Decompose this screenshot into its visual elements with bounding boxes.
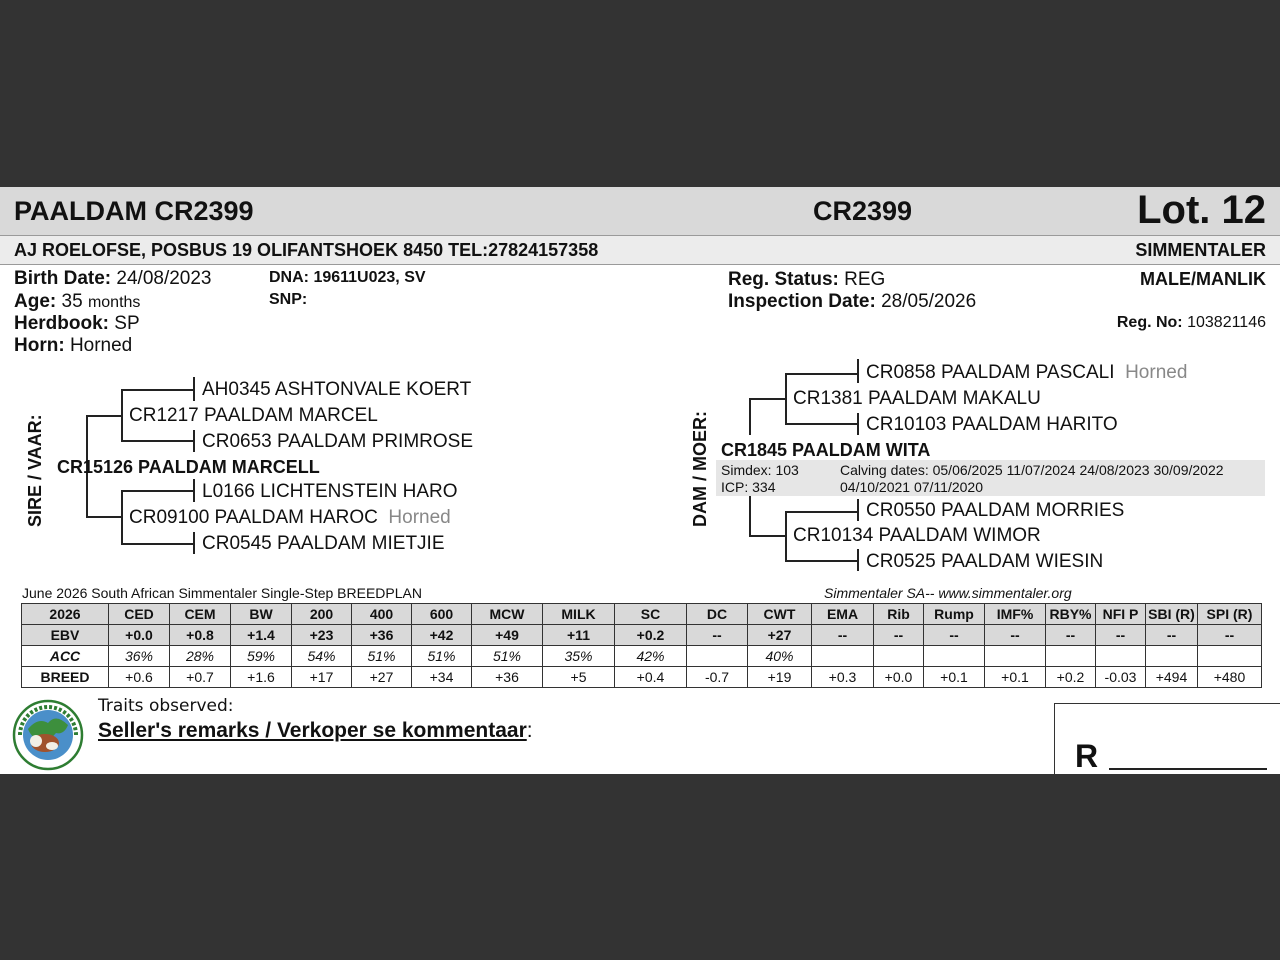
calving-dates-cont: 04/10/2021 07/11/2020 <box>840 479 983 495</box>
table-cell: -- <box>1046 625 1096 646</box>
table-cell: +36 <box>472 667 543 688</box>
table-cell: 51% <box>352 646 412 667</box>
sire-sire-dam: CR0653 PAALDAM PRIMROSE <box>202 431 474 452</box>
animal-id: CR2399 <box>813 196 913 226</box>
table-cell: +0.1 <box>924 667 985 688</box>
table-cell: -- <box>687 625 748 646</box>
dna: DNA: 19611U023, SV <box>269 269 426 286</box>
table-cell: +17 <box>292 667 352 688</box>
column-header: SC <box>615 604 687 625</box>
herdbook: Herdbook: SP <box>14 313 140 334</box>
inspection-date: Inspection Date: 28/05/2026 <box>728 291 977 312</box>
table-cell <box>985 646 1046 667</box>
table-cell <box>1146 646 1198 667</box>
sire-dam-dam: CR0545 PAALDAM MIETJIE <box>202 533 445 554</box>
column-header: BW <box>231 604 292 625</box>
society-logo <box>12 699 84 771</box>
dam-sire: CR1381 PAALDAM MAKALU <box>793 388 1041 409</box>
table-cell: 42% <box>615 646 687 667</box>
table-cell: -- <box>1198 625 1262 646</box>
calving-dates: Calving dates: 05/06/2025 11/07/2024 24/08/2023 30/09/2022 <box>840 462 1224 478</box>
table-cell: -- <box>924 625 985 646</box>
dam-name: CR1845 PAALDAM WITA <box>721 440 931 460</box>
table-cell: +0.3 <box>812 667 874 688</box>
column-header: CED <box>109 604 170 625</box>
table-row <box>22 646 1262 667</box>
snp: SNP: <box>269 291 308 308</box>
owner-address: AJ ROELOFSE, POSBUS 19 OLIFANTSHOEK 8450 TEL:27824157358 <box>14 240 599 260</box>
ebv-table <box>21 603 1262 688</box>
sire-sire: CR1217 PAALDAM MARCEL <box>129 405 378 426</box>
breedplan-caption: June 2026 South African Simmentaler Single-Step BREEDPLAN <box>22 585 422 601</box>
column-header: Rump <box>924 604 985 625</box>
column-header: CWT <box>748 604 812 625</box>
sex: MALE/MANLIK <box>1140 269 1266 289</box>
birth-date: Birth Date: 24/08/2023 <box>14 268 212 289</box>
price-box <box>1054 703 1280 775</box>
column-header: 600 <box>412 604 472 625</box>
sire-dam: CR09100 PAALDAM HAROC Horned <box>129 507 451 528</box>
table-cell: +42 <box>412 625 472 646</box>
table-row <box>22 667 1262 688</box>
row-label: BREED <box>22 667 109 688</box>
table-cell: +49 <box>472 625 543 646</box>
column-header: CEM <box>170 604 231 625</box>
owner-bar <box>0 236 1280 265</box>
column-header: SPI (R) <box>1198 604 1262 625</box>
table-cell: +11 <box>543 625 615 646</box>
table-cell: +0.2 <box>1046 667 1096 688</box>
table-cell: +1.6 <box>231 667 292 688</box>
table-cell: -- <box>1146 625 1198 646</box>
table-cell: +494 <box>1146 667 1198 688</box>
table-cell: 54% <box>292 646 352 667</box>
traits-observed: Traits observed: <box>98 696 234 716</box>
table-header-row <box>22 604 1262 625</box>
row-label: EBV <box>22 625 109 646</box>
sire-dam-sire: L0166 LICHTENSTEIN HARO <box>202 481 458 502</box>
table-cell: +19 <box>748 667 812 688</box>
dam-dam-sire: CR0550 PAALDAM MORRIES <box>866 500 1125 521</box>
dam-side-label: DAM / MOER: <box>690 411 710 527</box>
table-cell: +0.0 <box>109 625 170 646</box>
animal-name: PAALDAM CR2399 <box>14 196 254 226</box>
column-header: 400 <box>352 604 412 625</box>
breed-label: SIMMENTALER <box>1135 240 1266 260</box>
reg-number: Reg. No: 103821146 <box>1116 314 1266 331</box>
table-cell: 51% <box>472 646 543 667</box>
column-header: 200 <box>292 604 352 625</box>
table-cell: 59% <box>231 646 292 667</box>
table-cell: 28% <box>170 646 231 667</box>
column-header: 2026 <box>22 604 109 625</box>
dam-sire-dam: CR10103 PAALDAM HARITO <box>866 414 1118 435</box>
column-header: EMA <box>812 604 874 625</box>
table-cell: +0.4 <box>615 667 687 688</box>
table-cell: +0.0 <box>874 667 924 688</box>
sire-name: CR15126 PAALDAM MARCELL <box>57 457 320 477</box>
table-cell: +0.1 <box>985 667 1046 688</box>
table-cell: +0.2 <box>615 625 687 646</box>
table-cell: +480 <box>1198 667 1262 688</box>
table-cell: -0.7 <box>687 667 748 688</box>
table-cell: 36% <box>109 646 170 667</box>
table-cell <box>1198 646 1262 667</box>
column-header: MCW <box>472 604 543 625</box>
sire-sire-sire: AH0345 ASHTONVALE KOERT <box>202 379 472 400</box>
table-cell: 35% <box>543 646 615 667</box>
simdex: Simdex: 103 <box>721 462 799 478</box>
table-cell: +0.6 <box>109 667 170 688</box>
sellers-remarks: Seller's remarks / Verkoper se kommentaar: <box>98 719 533 742</box>
table-cell: +1.4 <box>231 625 292 646</box>
table-cell: +23 <box>292 625 352 646</box>
lot-card <box>0 187 1280 774</box>
table-cell: +0.8 <box>170 625 231 646</box>
table-cell <box>874 646 924 667</box>
table-row <box>22 625 1262 646</box>
table-cell: 40% <box>748 646 812 667</box>
table-cell <box>812 646 874 667</box>
table-cell: +27 <box>352 667 412 688</box>
table-cell: +0.7 <box>170 667 231 688</box>
table-cell <box>924 646 985 667</box>
column-header: Rib <box>874 604 924 625</box>
table-cell: +27 <box>748 625 812 646</box>
sire-side-label: SIRE / VAAR: <box>25 414 45 527</box>
table-cell: +34 <box>412 667 472 688</box>
column-header: NFI P <box>1096 604 1146 625</box>
row-label: ACC <box>22 646 109 667</box>
lot-number: Lot. 12 <box>1137 188 1266 232</box>
column-header: IMF% <box>985 604 1046 625</box>
website: Simmentaler SA-- www.simmentaler.org <box>824 585 1072 601</box>
icp: ICP: 334 <box>721 479 776 495</box>
table-cell: -- <box>1096 625 1146 646</box>
dam-performance-box <box>716 460 1265 496</box>
horn-status: Horn: Horned <box>14 335 133 356</box>
price-field[interactable] <box>1109 768 1267 770</box>
dam-dam: CR10134 PAALDAM WIMOR <box>793 525 1041 546</box>
dam-sire-sire: CR0858 PAALDAM PASCALI Horned <box>866 362 1188 383</box>
table-cell: -- <box>874 625 924 646</box>
table-cell: 51% <box>412 646 472 667</box>
column-header: SBI (R) <box>1146 604 1198 625</box>
age: Age: 35 months <box>14 291 141 312</box>
table-cell <box>1096 646 1146 667</box>
table-cell <box>687 646 748 667</box>
title-bar <box>0 187 1280 236</box>
table-cell: -0.03 <box>1096 667 1146 688</box>
table-cell: -- <box>985 625 1046 646</box>
table-cell: +36 <box>352 625 412 646</box>
table-cell: -- <box>812 625 874 646</box>
price-label: R <box>1075 738 1099 774</box>
column-header: DC <box>687 604 748 625</box>
dam-dam-dam: CR0525 PAALDAM WIESIN <box>866 551 1104 572</box>
column-header: RBY% <box>1046 604 1096 625</box>
table-cell: +5 <box>543 667 615 688</box>
column-header: MILK <box>543 604 615 625</box>
table-cell <box>1046 646 1096 667</box>
reg-status: Reg. Status: REG <box>728 269 886 290</box>
